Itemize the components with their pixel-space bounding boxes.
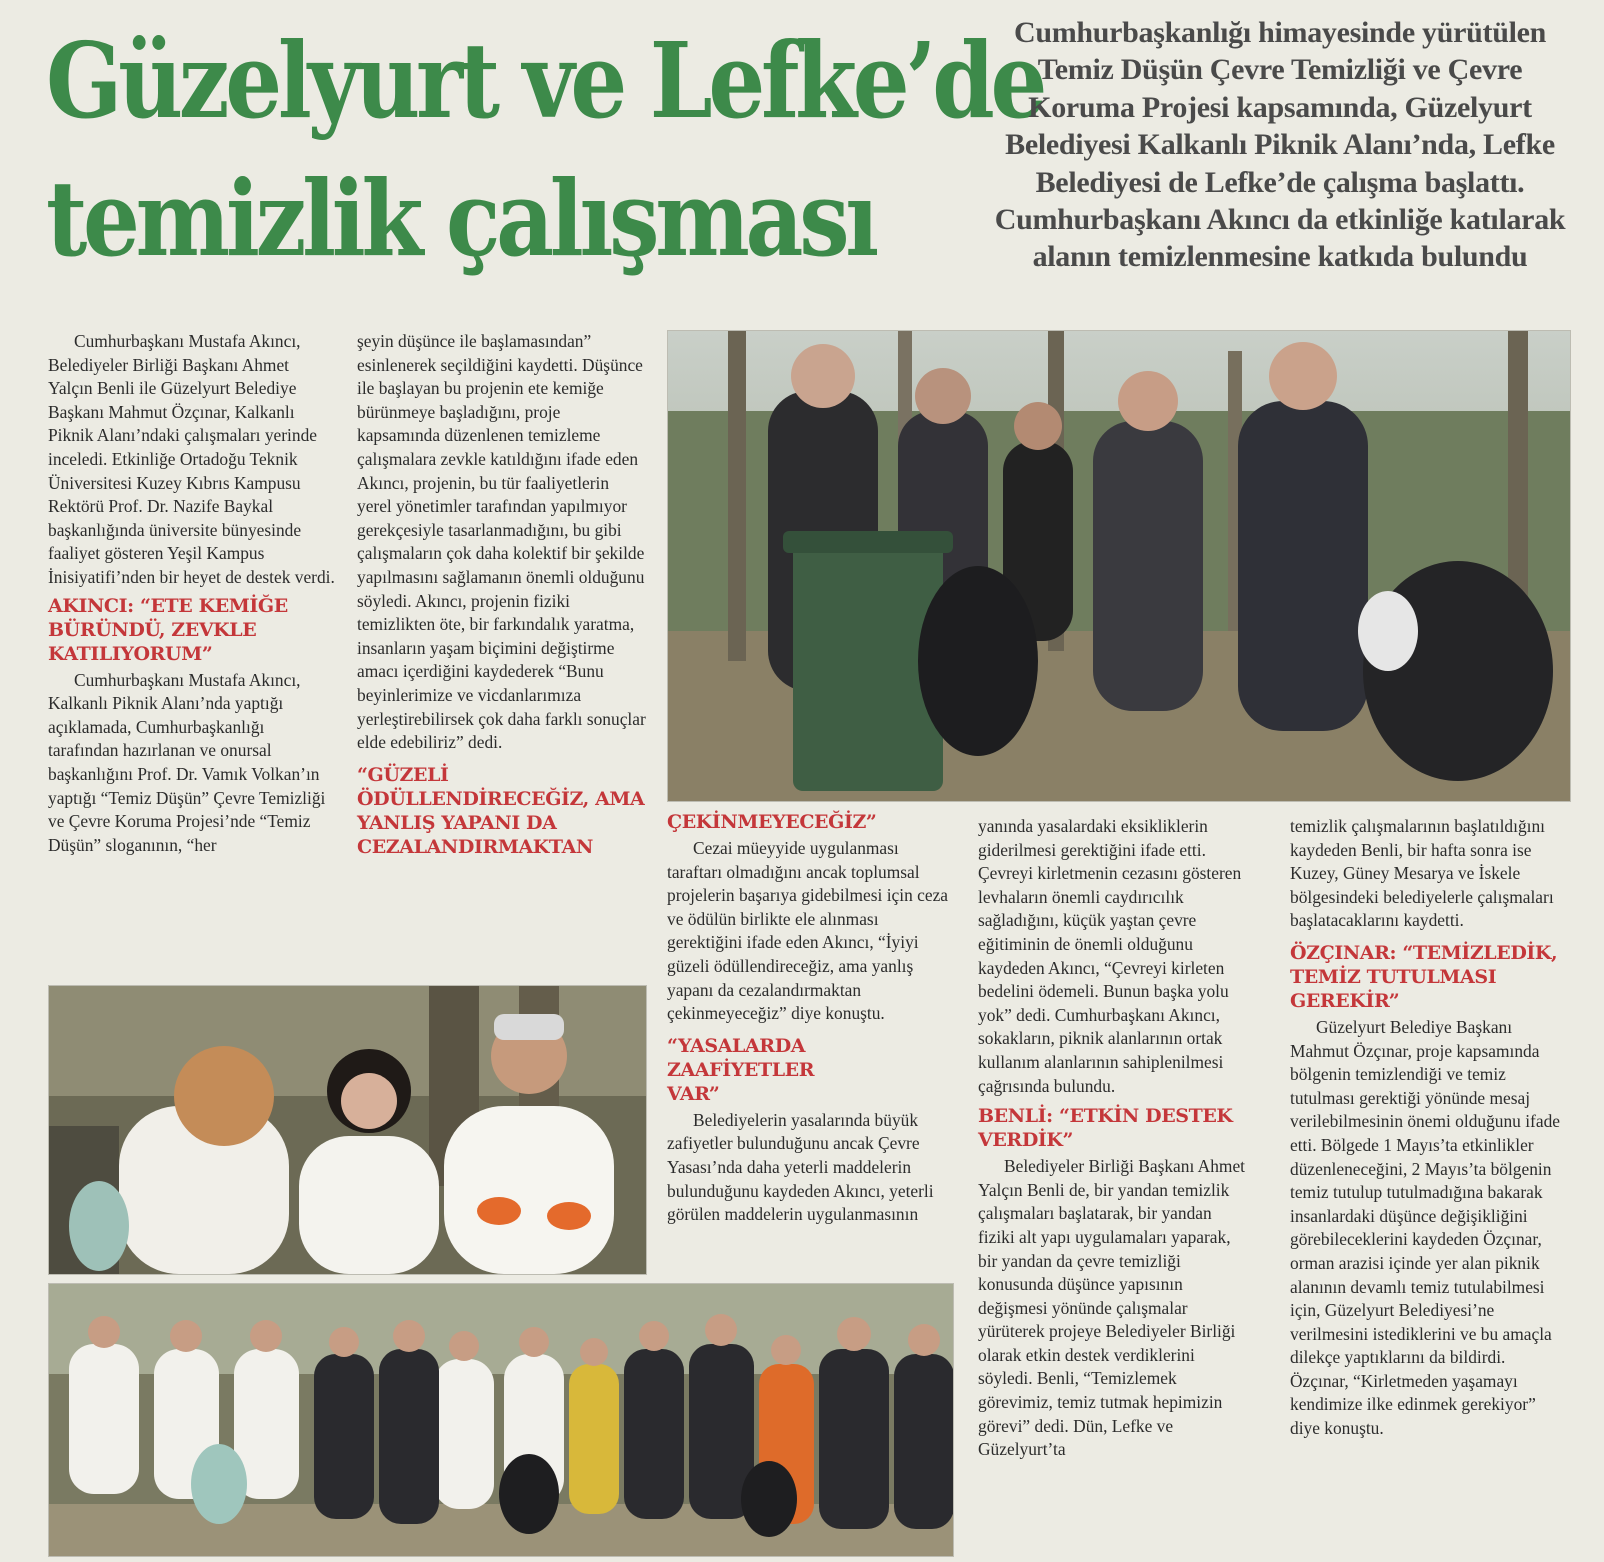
article-column-3 [667,810,952,1227]
article-column-1 [48,330,336,857]
col5-subheading-line-2: TEMİZ TUTULMASI [1290,965,1497,988]
col4-paragraph-1: yanında yasalardaki eksikliklerin giderilmesi gerektiğini ifade etti. Çevreyi kirletmenin cezasını gösteren levhaların önemli caydırıcılık sağladığını, küçük yaştan çevre eğitiminin de önemli olduğunu kaydeden Akıncı, “Çevreyi kirleten bedelini ödemeli. Bunun başka yolu yok” dedi. Cumhurbaşkanı Akıncı, sokakların, piknik alanlarının ortak kullanım alanlarının sahiplenilmesi çağrısında bulundu. [978,816,1242,1096]
col1-subheading [48,594,336,666]
col3-paragraph-1: Cezai müeyyide uygulanması taraftarı olmadığını ancak toplumsal projelerin başarıya gidebilmesi için ceza ve ödülün birlikte ele alınması gerektiğini ifade eden Akıncı, “İyiyi güzeli ödüllendireceğiz, ama yanlış yapanı da cezalandırmaktan çekinmeyeceğiz” diye konuştu. [667,838,949,1024]
main-photo-trash-collection [667,330,1571,802]
article-column-2 [357,330,647,862]
col2-subheading [357,763,647,859]
col1-paragraph-2: Cumhurbaşkanı Mustafa Akıncı, Kalkanlı Piknik Alanı’nda yaptığı açıklamada, Cumhurbaşkanlığı tarafından hazırlanan ve onursal başkanlığını Prof. Dr. Vamık Volkan’ın yaptığı “Temiz Düşün” Çevre Temizliği ve Çevre Koruma Projesi’nde “Temiz Düşün” sloganının, “her [48,669,326,855]
col1-subheading-line-1: AKINCI: “ETE KEMİĞE [48,594,288,617]
col3-subheading-line-1: ÇEKİNMEYECEĞİZ” [667,811,877,833]
headline-line-2: temizlik çalışması [46,157,875,280]
col1-paragraph-1: Cumhurbaşkanı Mustafa Akıncı, Belediyeler Birliği Başkanı Ahmet Yalçın Benli ile Güzelyurt Belediye Başkanı Mahmut Özçınar, Kalkanlı Piknik Alanı’ndaki çalışmaları yerinde inceledi. Etkinliğe Ortadoğu Teknik Üniversitesi Kuzey Kıbrıs Kampusu Rektörü Prof. Dr. Nazife Baykal başkanlığında üniversite bünyesinde faaliyet gösteren Yeşil Kampus İnisiyatifi’nden bir heyet de destek verdi. [48,331,335,587]
col5-subheading-line-3: GEREKİR” [1290,989,1400,1012]
article-column-4 [978,815,1250,1462]
main-photo-illustration [668,331,1570,801]
col4-subheading [978,1104,1250,1152]
col4-paragraph-2: Belediyeler Birliği Başkanı Ahmet Yalçın Benli de, bir yandan temizlik çalışmaları başlatarak, bir yandan fiziki alt yapı uygulamaları yaparak, bir yandan da çevre temizliği konusunda düşünce yapısının değişmesi yönünde çalışmalar yürüterek projeye Belediyeler Birliği olarak etkin destek verdiklerini söyledi. Benli, “Temizlemek görevimiz, temiz tutmak hepimizin görevi” dedi. Dün, Lefke ve Güzelyurt’ta [978,1156,1246,1460]
col5-paragraph-1: temizlik çalışmalarının başlatıldığını kaydeden Benli, bir hafta sonra ise Kuzey, Güney Mesarya ve İskele bölgesindeki belediyelerle çalışmaları başlatacaklarını kaydetti. [1290,816,1554,931]
col1-subheading-line-2: BÜRÜNDÜ, ZEVKLE [48,618,257,641]
col5-subheading [1290,941,1565,1013]
col3-paragraph-2: Belediyelerin yasalarında büyük zafiyetler bulunduğunu ancak Çevre Yasası’nda daha yeterli maddelerin bulunduğunu kaydeden Akıncı, yeterli görülen maddelerin uygulanmasının [667,1109,934,1225]
deck-summary: Cumhurbaşkanlığı himayesinde yürütülen Temiz Düşün Çevre Temizliği ve Çevre Koruma Projesi kapsamında, Güzelyurt Belediyesi Kalkanlı Piknik Alanı’nda, Lefke Belediyesi de Lefke’de çalışma başlattı. Cumhurbaşkanı Akıncı da etkinliğe katılarak alanın temizlenmesine katkıda bulundu [994,16,1566,274]
photo-group-illustration [49,1284,953,1556]
col2-paragraph-1: şeyin düşünce ile başlamasından” esinlenerek seçildiğini kaydetti. Düşünce ile başlayan bu projenin ete kemiğe bürünmeye başladığını, proje kapsamında düzenlenen temizleme çalışmalara zevkle katıldığını ifade eden Akıncı, projenin, bu tür faaliyetlerin yerel yönetimler tarafından yapılmıyor gerekçesiyle tasarlanmadığını, bu gibi çalışmaların çok daha kolektif bir şekilde yapılmasını sağlamanın önemli olduğunu söyledi. Akıncı, projenin fiziki temizlikten öte, bir farkındalık yaratma, insanların yaşam biçimini değiştirme amacı içerdiğini kaydederek “Bunu beyinlerimize ve vicdanlarımıza yerleştirebilirsek çok daha farklı sonuçlar elde edebiliriz” dedi. [357,331,646,753]
col3-subheading-line-2: “YASALARDA ZAAFİYETLER [667,1034,815,1081]
article-column-5 [1290,815,1565,1441]
col3-subheading-continued [667,810,952,834]
col2-subheading-line-2: ÖDÜLLENDİRECEĞİZ, AMA [357,787,645,810]
col5-subheading-line-1: ÖZÇINAR: “TEMİZLEDİK, [1290,941,1558,964]
headline [46,12,1044,288]
col2-subheading-line-3: YANLIŞ YAPANI DA [357,811,557,834]
col1-subheading-line-3: KATILIYORUM” [48,642,213,665]
photo-volunteers-gloves [48,985,647,1275]
col3-subheading-line-3: VAR” [667,1082,720,1105]
headline-line-1: Güzelyurt ve Lefke’de [46,19,1044,142]
col2-subheading-line-4: CEZALANDIRMAKTAN [357,835,593,858]
photo-volunteers-illustration [49,986,646,1274]
col5-paragraph-2: Güzelyurt Belediye Başkanı Mahmut Özçınar, proje kapsamında bölgenin temizlendiği ve temiz tutulması gerektiği yönünde mesaj verilebilmesinin önemi olduğunu ifade etti. Bölgede 1 Mayıs’ta etkinlikler düzenleneceğini, 2 Mayıs’ta bölgenin temiz tutulup tutulmadığına bakarak insanlardaki düşünce değişikliğini görebileceklerini kaydeden Özçınar, orman arazisi içinde yer alan piknik alanının devamlı temiz tutulabilmesi için, Güzelyurt Belediyesi’ne verilmesini istediklerini ve bu amaçla dilekçe yaptıklarını da bildirdi. Özçınar, “Kirletmeden yaşamayı kendimize ilke edinmek gerekiyor” diye konuştu. [1290,1016,1560,1439]
col4-subheading-line-1: BENLİ: “ETKİN DESTEK [978,1105,1233,1128]
col4-subheading-line-2: VERDİK” [978,1129,1074,1152]
photo-group [48,1283,954,1557]
col2-subheading-line-1: “GÜZELİ [357,763,449,786]
col3-subheading [667,1034,952,1106]
